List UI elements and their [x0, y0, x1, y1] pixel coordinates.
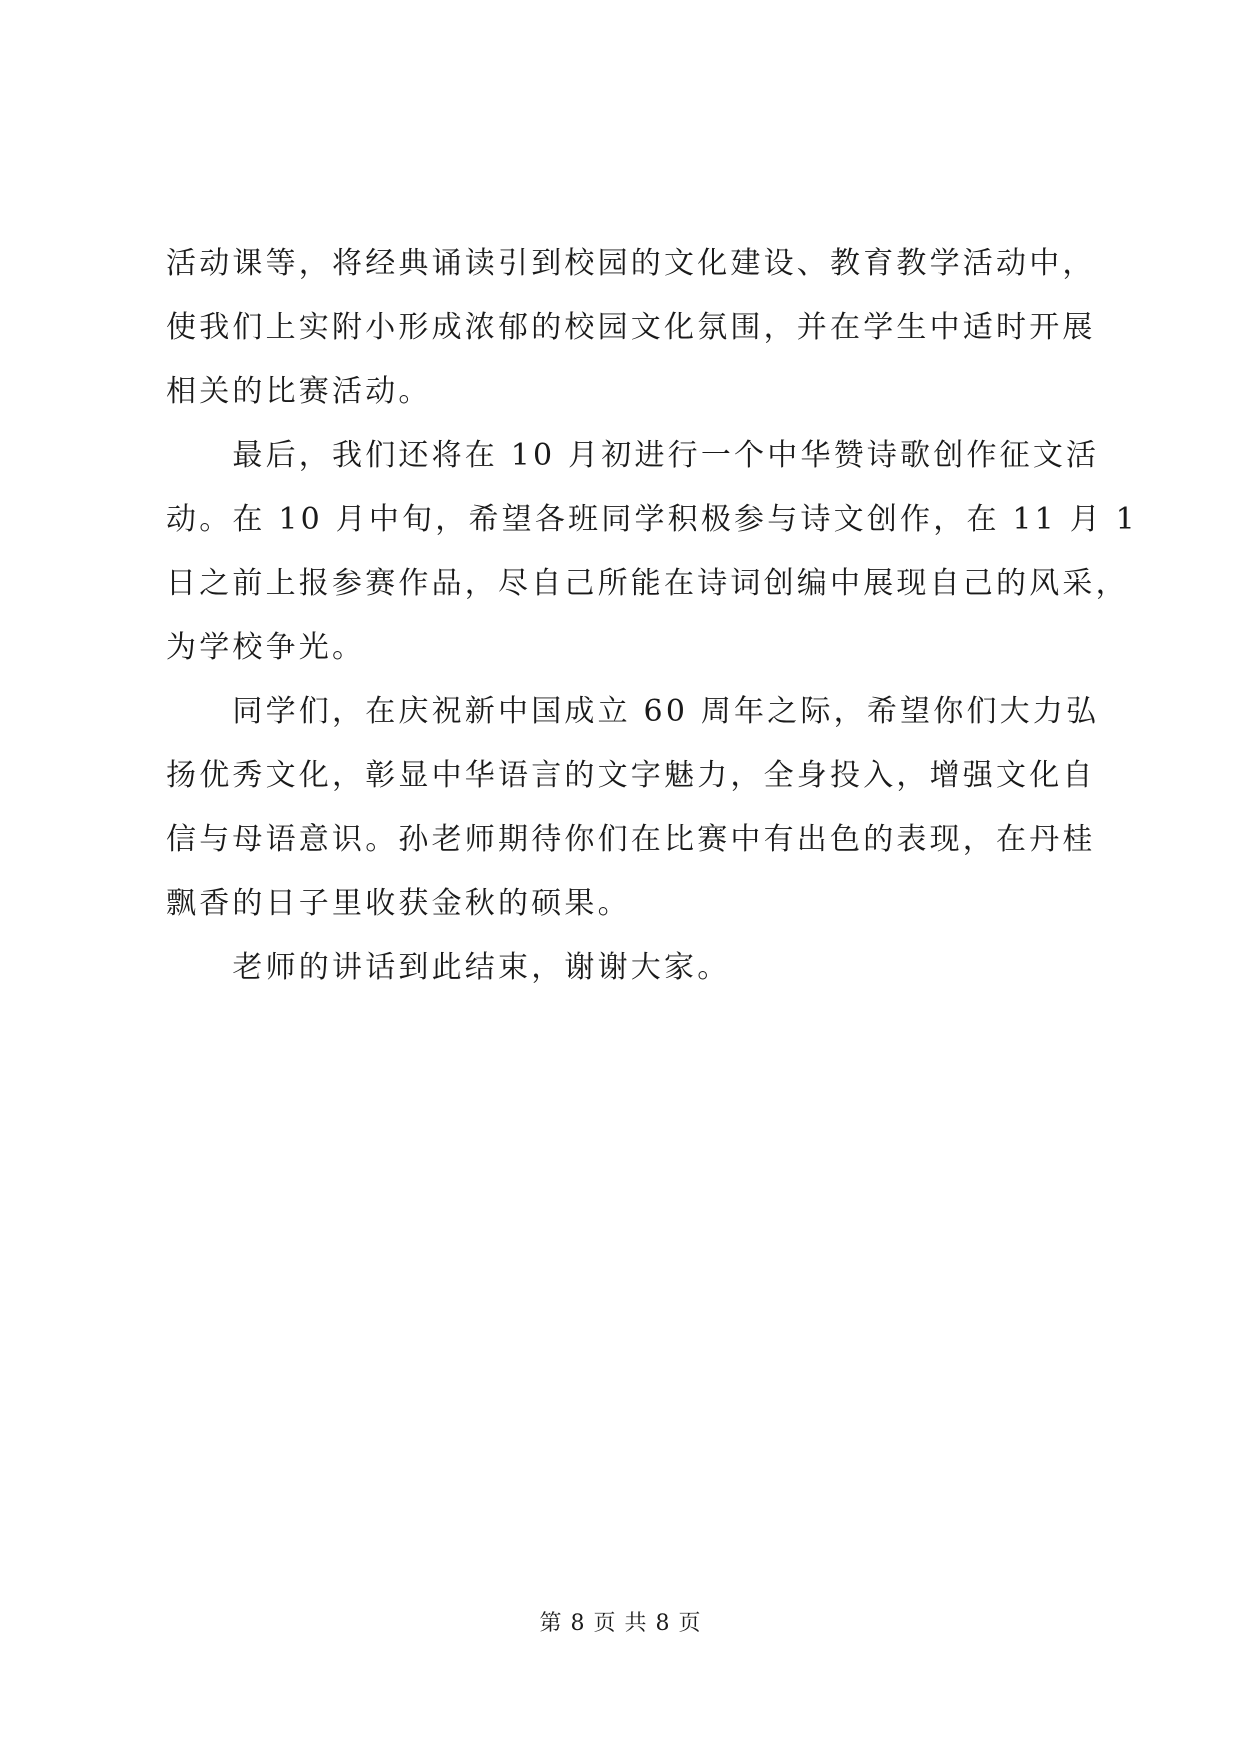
text-line: 相关的比赛活动。: [166, 374, 432, 409]
text-line: 信与母语意识。孙老师期待你们在比赛中有出色的表现，在丹桂: [166, 822, 1096, 857]
text-line: 老师的讲话到此结束，谢谢大家。: [166, 950, 731, 985]
text-line: 扬优秀文化，彰显中华语言的文字魅力，全身投入，增强文化自: [166, 758, 1096, 793]
text-line: 活动课等，将经典诵读引到校园的文化建设、教育教学活动中，: [166, 246, 1096, 281]
text-line: 飘香的日子里收获金秋的硕果。: [166, 886, 631, 921]
text-line: 动。在 10 月中旬，希望各班同学积极参与诗文创作，在 11 月 1: [166, 502, 1138, 537]
text-line: 最后，我们还将在 10 月初进行一个中华赞诗歌创作征文活: [166, 438, 1100, 473]
document-body: [166, 232, 1138, 1000]
text-line: 为学校争光。: [166, 630, 366, 665]
text-line: 同学们，在庆祝新中国成立 60 周年之际，希望你们大力弘: [166, 694, 1100, 729]
text-line: 使我们上实附小形成浓郁的校园文化氛围，并在学生中适时开展: [166, 310, 1096, 345]
page-number-footer: 第 8 页 共 8 页: [539, 1611, 702, 1636]
text-line: 日之前上报参赛作品，尽自己所能在诗词创编中展现自己的风采，: [166, 566, 1129, 601]
